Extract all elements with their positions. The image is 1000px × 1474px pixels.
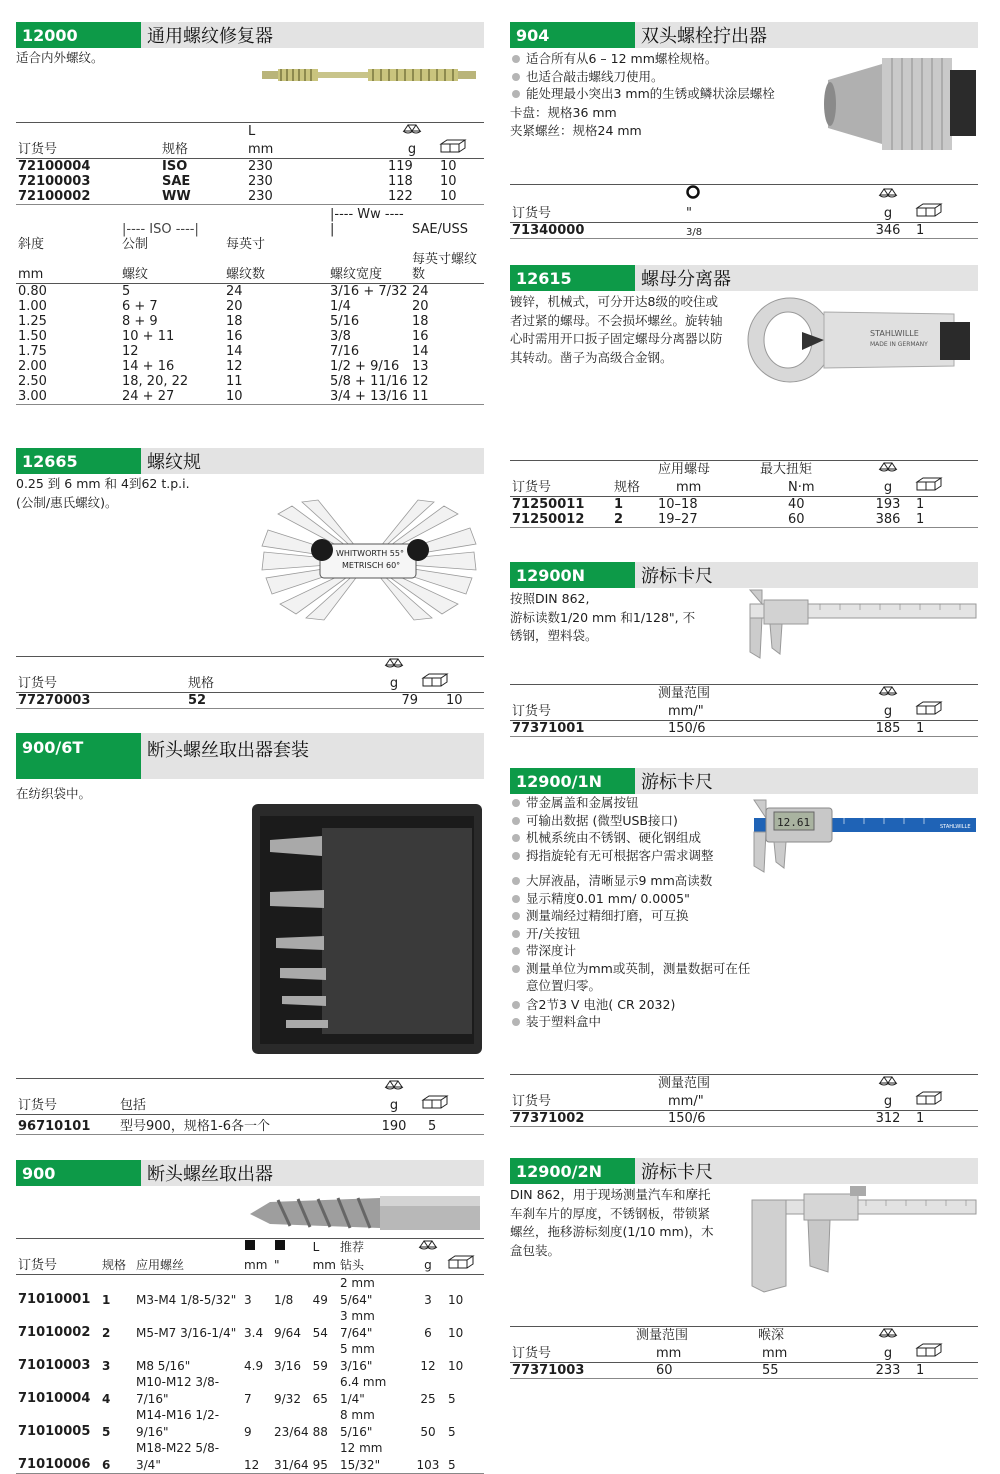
table-row: 77270003 52 79 10 bbox=[16, 693, 484, 709]
weight-scale-icon bbox=[878, 685, 898, 701]
item-number: 900/6T bbox=[16, 733, 141, 779]
table-row: 77371001 150/6 185 1 bbox=[510, 721, 978, 737]
package-icon bbox=[422, 673, 448, 691]
svg-text:12.61: 12.61 bbox=[777, 816, 811, 829]
square-drive-icon bbox=[244, 1239, 256, 1255]
square-drive-icon bbox=[274, 1239, 286, 1255]
bullet-list: 适合所有从6 – 12 mm螺栓规格。 也适合敲击螺线刀使用。 能处理最小突出3 mm的生锈或鳞状涂层螺栓 bbox=[510, 50, 978, 103]
table-904: 订货号 " g 71340000 3/8 346 1 bbox=[510, 184, 978, 239]
item-number: 12000 bbox=[16, 22, 141, 48]
table-row: 71010005 5 M14-M16 1/2-9/16" 9 23/64 88 8 mm 5/16" 50 5 bbox=[18, 1408, 456, 1439]
table-row: 1.25 8 + 9 18 5/16 18 bbox=[18, 314, 429, 329]
table-row: 96710101 型号900，规格1-6各一个 190 5 bbox=[16, 1115, 484, 1135]
screw-extractor-image bbox=[250, 1192, 482, 1234]
col-L: L bbox=[246, 123, 386, 140]
section-12615: 12615 螺母分离器 镀锌，机械式，可分开达8级的咬住或 者过紧的螺母。不会损坏螺丝。旋转轴 心时需用开口扳子固定螺母分离器以防 其转动。凿子为高级合金钢。 bbox=[510, 265, 978, 366]
weight-scale-icon bbox=[384, 657, 404, 673]
table-row: 71250012 2 19–27 60 386 1 bbox=[510, 512, 978, 528]
item-number: 12900/2N bbox=[510, 1158, 635, 1184]
section-title: 游标卡尺 bbox=[641, 1162, 713, 1183]
vernier-caliper-image bbox=[740, 590, 978, 660]
table-row: 71340000 3/8 346 1 bbox=[510, 223, 978, 239]
weight-scale-icon bbox=[384, 1079, 404, 1095]
section-header bbox=[16, 1160, 484, 1186]
package-icon bbox=[916, 701, 942, 719]
table-row: 1.75 12 14 7/16 14 bbox=[18, 344, 429, 359]
section-title: 断头螺丝取出器套装 bbox=[147, 740, 309, 761]
table-900: L 推荐 订货号 规格 应用螺丝 mm " mm 钻头 g 71010001 1 M3-M4 1/8-5/32" 3 1/8 49 2 mm 5/64" 3 10 71010002 2 M5-M7 3/16-1/4" 3.4 9/64 54 3 mm 7/64" 6 10 71010003 3 M8 5/16" 4.9 3/16 59 5 mm 3/16" 12 10 71010004 4 M10-M12 3/8-7/16" 7 9/32 65 6.4 mm 1/4" 25 5 71010005 5 M14-M16 1/2-9/16" 9 23/64 88 8 mm 5/16" 50 5 71010006 6 M18-M22 5/8-3/4" 12 31/64 95 12 mm 15/32" 103 5 bbox=[16, 1238, 484, 1474]
table-row: 71010002 2 M5-M7 3/16-1/4" 3.4 9/64 54 3 mm 7/64" 6 10 bbox=[18, 1309, 464, 1340]
thread-subtable: |---- ISO ----| |---- Ww ----| SAE/USS 斜度 公制 每英寸 mm 螺纹 螺纹数 螺纹宽度 每英寸螺纹数 0.80 5 24 3/16 + 7/32 24 1.00 6 + 7 20 1/4 20 1.25 8 + 9 18 5/16 18 1.50 10 + 11 16 3/8 16 1.75 12 14 7/16 14 2.00 14 + 16 12 1/2 + 9/16 13 2.50 18, 20, 22 11 5/8 + 11/16 12 3.00 24 + 27 10 3/4 + 13/16 11 bbox=[16, 207, 484, 405]
description: 0.25 到 6 mm 和 4到62 t.p.i. bbox=[16, 476, 190, 491]
package-icon bbox=[422, 1095, 448, 1113]
col-spec: 规格 bbox=[160, 139, 246, 159]
item-number: 904 bbox=[510, 22, 635, 48]
package-icon bbox=[916, 477, 942, 495]
extractor-pouch-image bbox=[252, 800, 482, 1056]
table-row: 71010006 6 M18-M22 5/8-3/4" 12 31/64 95 12 mm 15/32" 103 5 bbox=[16, 1440, 484, 1474]
table-row: 2.50 18, 20, 22 11 5/8 + 11/16 12 bbox=[18, 374, 429, 389]
svg-text:STAHLWILLE: STAHLWILLE bbox=[870, 329, 919, 338]
section-12900-1n: 12900/1N 游标卡尺 带金属盖和金属按钮 可输出数据 (微型USB接口) 机械系统由不锈钢、硬化钢组成 拇指旋轮有无可根据客户需求调整 大屏液晶，清晰显示9 mm高读数 显示精度0.01 mm/ 0.0005" 测量端经过精细打磨，可互换 开/关按钮 带深度计 测量单位为mm或英制，测量数据可在任 意位置归零。 含2节3 V 电池( CR 2032) 装于塑料盒中 bbox=[510, 768, 978, 1031]
svg-text:STAHLWILLE: STAHLWILLE bbox=[940, 824, 971, 830]
section-904: 904 双头螺栓拧出器 适合所有从6 – 12 mm螺栓规格。 也适合敲击螺线刀使用。 能处理最小突出3 mm的生锈或鳞状涂层螺栓 卡盘：规格36 mm 夹紧螺丝：规格24 mm bbox=[510, 22, 978, 140]
table-12900-1n: 测量范围 订货号 mm/" g 77371002 150/6 312 1 bbox=[510, 1074, 978, 1127]
description: (公制/惠氏螺纹)。 bbox=[16, 494, 118, 510]
weight-scale-icon bbox=[878, 187, 898, 203]
section-title: 断头螺丝取出器 bbox=[147, 1164, 273, 1185]
section-title: 游标卡尺 bbox=[641, 566, 713, 587]
section-header bbox=[510, 562, 978, 588]
thread-file-image bbox=[262, 64, 476, 86]
package-icon bbox=[448, 1255, 474, 1273]
table-row: 1.00 6 + 7 20 1/4 20 bbox=[18, 299, 429, 314]
bullet-list: 含2节3 V 电池( CR 2032) 装于塑料盒中 bbox=[510, 996, 978, 1031]
table-row: 1.50 10 + 11 16 3/8 16 bbox=[18, 329, 429, 344]
table-row: 3.00 24 + 27 10 3/4 + 13/16 11 bbox=[16, 389, 484, 405]
table-12900-2n: 测量范围 喉深 订货号 mm mm g 77371003 60 55 233 1 bbox=[510, 1326, 978, 1379]
section-12000 bbox=[16, 22, 484, 67]
svg-text:MADE IN GERMANY: MADE IN GERMANY bbox=[870, 341, 928, 348]
weight-scale-icon bbox=[878, 1075, 898, 1091]
section-12900n: 12900N 游标卡尺 按照DIN 862, 游标读数1/20 mm 和1/128", 不 锈钢，塑料袋。 bbox=[510, 562, 978, 645]
svg-text:WHITWORTH 55°: WHITWORTH 55° bbox=[336, 549, 404, 558]
col-order: 订货号 bbox=[16, 139, 160, 159]
weight-scale-icon bbox=[878, 461, 898, 477]
brake-caliper-image bbox=[746, 1186, 978, 1296]
table-row: 71010001 1 M3-M4 1/8-5/32" 3 1/8 49 2 mm 5/64" 3 10 bbox=[18, 1276, 464, 1307]
table-row: 71010004 4 M10-M12 3/8-7/16" 7 9/32 65 6.4 mm 1/4" 25 5 bbox=[18, 1375, 456, 1406]
table-row: 72100002 WW 230 122 10 bbox=[16, 189, 484, 205]
package-icon bbox=[916, 203, 942, 221]
section-header bbox=[510, 1158, 978, 1184]
bullet-list: 大屏液晶，清晰显示9 mm高读数 显示精度0.01 mm/ 0.0005" 测量端经过精细打磨，可互换 开/关按钮 带深度计 测量单位为mm或英制，测量数据可在任 bbox=[510, 872, 978, 977]
nut-splitter-image bbox=[744, 294, 978, 388]
section-12900-2n: 12900/2N 游标卡尺 DIN 862，用于现场测量汽车和摩托 车刹车片的厚度，不锈钢板，带锁紧 螺丝，拖移游标刻度(1/10 mm)，木 盒包装。 bbox=[510, 1158, 978, 1259]
table-row: 77371003 60 55 233 1 bbox=[510, 1363, 978, 1379]
bullet-list: 带金属盖和金属按钮 可输出数据 (微型USB接口) 机械系统由不锈钢、硬化钢组成 拇指旋轮有无可根据客户需求调整 bbox=[510, 794, 978, 864]
item-number: 12900/1N bbox=[510, 768, 635, 794]
col-include: 包括 bbox=[118, 1095, 368, 1115]
table-12900n: 测量范围 订货号 mm/" g 77371001 150/6 185 1 bbox=[510, 684, 978, 737]
section-header bbox=[16, 22, 484, 48]
table-12000 bbox=[16, 122, 484, 405]
table-900-6t: 订货号 包括 g 96710101 型号900，规格1-6各一个 190 5 bbox=[16, 1078, 484, 1135]
table-12665: 订货号 规格 g 77270003 52 79 10 bbox=[16, 656, 484, 709]
section-title: 双头螺栓拧出器 bbox=[641, 26, 767, 47]
description: 在纺织袋中。 bbox=[16, 786, 92, 801]
col-order: 订货号 bbox=[16, 673, 186, 693]
section-title: 游标卡尺 bbox=[641, 772, 713, 793]
item-number: 12615 bbox=[510, 265, 635, 291]
section-900 bbox=[16, 1160, 484, 1186]
item-number: 12665 bbox=[16, 448, 141, 474]
col-mm: mm bbox=[246, 139, 386, 159]
stud-extractor-image bbox=[822, 50, 978, 154]
section-header bbox=[510, 22, 978, 48]
col-spec: 规格 bbox=[186, 673, 368, 693]
section-900-6t bbox=[16, 733, 484, 803]
square-drive-icon bbox=[686, 185, 700, 203]
digital-caliper-image bbox=[744, 798, 978, 874]
section-title: 螺纹规 bbox=[147, 452, 201, 473]
table-12615: 应用螺母 最大扭矩 订货号 规格 mm N·m g 71250011 1 10–18 40 193 1 71250012 2 19–27 60 386 1 bbox=[510, 460, 978, 528]
section-title: 通用螺纹修复器 bbox=[147, 26, 273, 47]
table-row: 0.80 5 24 3/16 + 7/32 24 bbox=[18, 284, 429, 299]
package-icon bbox=[916, 1091, 942, 1109]
table-row: 2.00 14 + 16 12 1/2 + 9/16 13 bbox=[18, 359, 429, 374]
col-g: g bbox=[386, 139, 438, 159]
table-row: 71010003 3 M8 5/16" 4.9 3/16 59 5 mm 3/16" 12 10 bbox=[18, 1342, 464, 1373]
section-header bbox=[510, 768, 978, 794]
weight-scale-icon bbox=[402, 123, 422, 139]
svg-text:METRISCH 60°: METRISCH 60° bbox=[342, 561, 401, 570]
section-header bbox=[16, 733, 484, 779]
table-row: 77371002 150/6 312 1 bbox=[510, 1111, 978, 1127]
section-title: 螺母分离器 bbox=[641, 269, 731, 290]
weight-scale-icon bbox=[878, 1327, 898, 1343]
description: 适合内外螺纹。 bbox=[16, 50, 104, 65]
table-row: 71250011 1 10–18 40 193 1 bbox=[512, 497, 925, 512]
section-header bbox=[510, 265, 978, 291]
thread-gauge-image bbox=[258, 500, 480, 624]
weight-scale-icon bbox=[418, 1239, 438, 1255]
package-icon bbox=[440, 139, 466, 157]
col-order: 订货号 bbox=[16, 1095, 118, 1115]
item-number: 900 bbox=[16, 1160, 141, 1186]
item-number: 12900N bbox=[510, 562, 635, 588]
package-icon bbox=[916, 1343, 942, 1361]
table-row: 72100004 ISO 230 119 10 bbox=[18, 159, 457, 174]
table-row: 72100003 SAE 230 118 10 bbox=[18, 174, 457, 189]
section-header bbox=[16, 448, 484, 474]
